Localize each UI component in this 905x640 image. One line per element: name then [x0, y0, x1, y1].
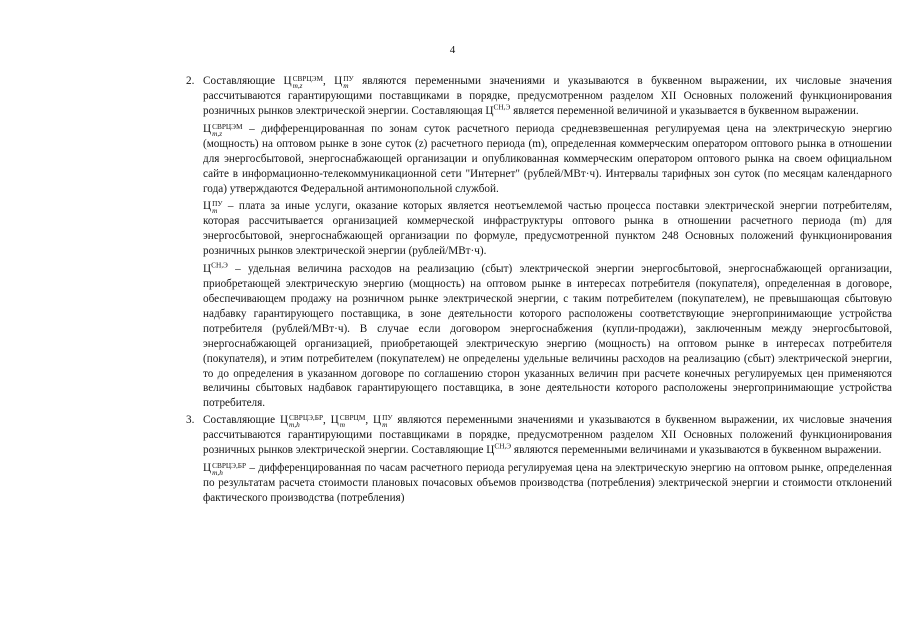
symbol-sup: СВРЦЭМ [212, 121, 243, 131]
text-run: являются переменными величинами и указываются в буквенном выражении. [511, 444, 882, 457]
text-run: , [322, 75, 335, 87]
definition-text: – дифференцированная по зонам суток расчетного периода средневзвешенная регулируемая цена на электрическую энергию (мощность) на оптовом рынке в зоне суток (z) расчетного периода (m), определенная коммерческим оператором оптового рынка в отношении для энергосбытовой, энергоснабжающей организации и опубликованная коммерческим оператором оптового рынка на своем официальном сайте в информационно-телекоммуникационной сети "Интернет" (рублей/МВт·ч). Интервалы тарифных зон суток (по месяцам календарного года) утверждаются Федеральной антимонопольной службой. [203, 122, 892, 195]
symbol-base: Ц [485, 104, 494, 117]
text-run: Составляющие [203, 75, 284, 87]
formula-symbol [203, 121, 243, 138]
symbol-sup: ПУ [212, 199, 223, 209]
symbol-base: Ц [203, 462, 212, 475]
list-item-2 [186, 74, 892, 411]
definition-paragraph [203, 461, 892, 506]
definition-text: – удельная величина расходов на реализацию (сбыт) электрической энергии энергосбытовой, энергоснабжающей организации, приобретающей электрическую энергию (мощность) на оптовом рынке в интересах потребителя (покупателя), определенная в договоре, обеспечивающем продажу на розничном рынке электрической энергии, с таким потребителем (покупателем), не превышающая сбытовую надбавку гарантирующего поставщика, в зоне деятельности которого расположены соответствующие энергопринимающие устройства потребителя (рублей/МВт·ч). В случае если договором энергоснабжения (купли-продажи), заключенным между энергосбытовой, энергоснабжающей организацией, приобретающей электрическую энергию (мощность) на оптовом рынке в интересах потребителя (покупателя), и этим потребителем (покупателем) не определены удельные величины расходов на реализацию (сбыт) электрической энергии, то до определения в указанном договоре по соглашению сторон указанных величин при расчете конечных регулируемых цен применяются величины сбытовых надбавок гарантирующего поставщика, в зоне деятельности которого расположены энергопринимающие устройства потребителя. [203, 263, 892, 410]
symbol-sup: ПУ [343, 74, 354, 83]
item-number: 3. [186, 414, 195, 427]
symbol-sup: СН,Э [211, 260, 228, 270]
symbol-sub: m [382, 420, 388, 430]
symbol-base: Ц [330, 414, 339, 427]
symbol-base: Ц [203, 263, 212, 276]
symbol-sup: ПУ [382, 413, 393, 423]
item-intro-paragraph [203, 413, 892, 458]
formula-symbol [203, 260, 228, 276]
formula-symbol [330, 413, 366, 430]
formula-symbol [283, 74, 323, 90]
symbol-base: Ц [373, 414, 382, 427]
item-number: 2. [186, 75, 195, 87]
formula-symbol [203, 199, 223, 216]
document-body [186, 74, 892, 506]
definition-paragraph [203, 262, 892, 411]
text-run: являются переменными значениями и указываются в буквенном выражении, их числовые значения рассчитываются гарантирующими поставщиками в порядке, предусмотренном разделом XII Основных положений функционирования розничных рынков электрической энергии. Составляющие [203, 414, 893, 457]
symbol-sub: m [343, 81, 349, 90]
symbol-sup: СН,Э [494, 441, 512, 451]
symbol-sup: СВРЦЭМ [292, 74, 323, 83]
page-number: 4 [449, 44, 456, 56]
formula-symbol [203, 461, 247, 478]
text-run: , [365, 414, 373, 427]
item-intro-paragraph [203, 74, 892, 119]
symbol-sub: m,h [289, 420, 300, 430]
formula-symbol [279, 413, 323, 430]
symbol-sup: СВРЦЭ,БР [212, 461, 247, 471]
formula-symbol [486, 441, 512, 457]
symbol-sup: СВРЦМ [339, 413, 366, 423]
formula-symbol [485, 102, 511, 117]
symbol-sub: m [339, 420, 346, 430]
symbol-sub: m,z [212, 128, 223, 138]
list-item-3 [186, 413, 892, 506]
symbol-sup: СВРЦЭ,БР [289, 413, 323, 423]
symbol-base: Ц [486, 444, 495, 457]
text-run: , [323, 414, 331, 427]
symbol-sub: m,h [212, 468, 223, 478]
symbol-base: Ц [203, 122, 212, 135]
definition-paragraph [203, 199, 892, 259]
symbol-sub: m,z [292, 81, 303, 90]
text-run: является переменной величиной и указывается в буквенном выражении. [510, 104, 859, 117]
symbol-base: Ц [334, 75, 343, 87]
formula-symbol [334, 74, 354, 90]
definition-text: – плата за иные услуги, оказание которых является неотъемлемой частью процесса поставки электрической энергии потребителям, которая рассчитывается организацией коммерческой инфраструктуры оптового рынка в отношении расчетного периода (m) для энергосбытовой, энергоснабжающей организации по формуле, предусмотренной пунктом 248 Основных положений функционирования розничных рынков электрической энергии (рублей/МВт·ч). [203, 200, 892, 258]
definition-text: – дифференцированная по часам расчетного периода регулируемая цена на электрическую энергию на оптовом рынке, определенная по результатам расчета стоимости плановых почасовых объемов производства (потребления) электрической энергии и стоимости отклонений фактического производства (потребления) [203, 462, 892, 504]
symbol-sup: СН,Э [493, 102, 511, 112]
symbol-base: Ц [203, 200, 212, 213]
text-run: являются переменными значениями и указываются в буквенном выражении, их числовые значения рассчитываются гарантирующими поставщиками в порядке, предусмотренном разделом XII Основных положений функционирования розничных рынков электрической энергии. Составляющая [203, 75, 892, 117]
formula-symbol [373, 413, 393, 430]
symbol-sub: m [212, 206, 218, 216]
symbol-base: Ц [283, 75, 292, 87]
symbol-base: Ц [279, 414, 289, 427]
text-run: Составляющие [203, 414, 280, 427]
definition-paragraph [203, 122, 892, 197]
